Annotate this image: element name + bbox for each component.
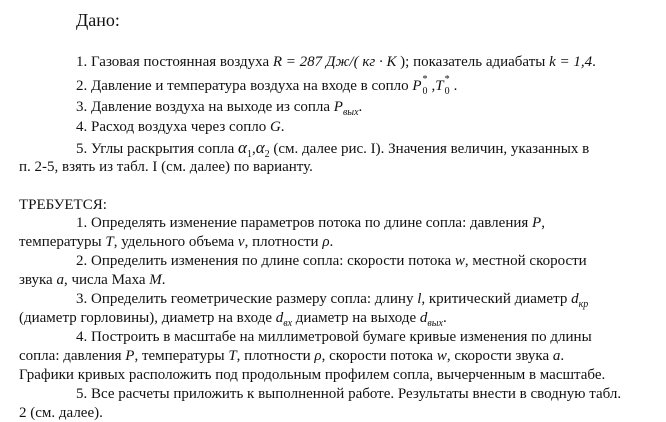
- required-item-3-cont-3: диаметр на выходе: [292, 310, 420, 326]
- inlet-temperature-indices: [444, 74, 454, 97]
- given-item-3-end: .: [358, 99, 363, 115]
- inlet-pressure-sub: 0: [422, 86, 428, 97]
- required-item-1: [76, 214, 545, 232]
- required-item-3-text: 3. Определить геометрические размеру сопла: длину: [76, 291, 418, 307]
- gas-constant-formula: R = 287: [272, 54, 323, 70]
- given-item-4: [76, 118, 285, 136]
- sound-speed-symbol: a: [56, 272, 64, 288]
- required-item-1-cont-2: , удельного объема: [113, 234, 238, 250]
- density-symbol: ρ: [322, 234, 330, 250]
- angle-2-symbol: α: [255, 138, 265, 157]
- given-item-3: [76, 98, 362, 116]
- adiabatic-exponent-formula: k = 1,4: [549, 54, 593, 70]
- required-item-4-line-3: Графики кривых расположить под продольным профилем сопла, вычерченным в масштабе.: [19, 367, 606, 383]
- required-item-4-cont-3: , плотности: [236, 348, 315, 364]
- required-item-4-cont-5: , скорости звука: [446, 348, 553, 364]
- inlet-diameter-sub: вх: [283, 318, 293, 329]
- required-item-1-end: .: [329, 234, 334, 250]
- required-item-1-cont: температуры: [19, 234, 106, 250]
- outlet-pressure-symbol: P: [333, 99, 343, 115]
- critical-diameter-sub: кр: [578, 299, 589, 310]
- inlet-temperature-symbol: T: [435, 78, 444, 94]
- flow-speed-symbol: w: [454, 253, 465, 269]
- angle-1-symbol: α: [238, 138, 247, 157]
- given-item-4-end: .: [280, 119, 285, 135]
- given-item-1-continuation: ); показатель адиабаты: [396, 54, 550, 70]
- plot-flow-speed-symbol: w: [436, 348, 447, 364]
- required-item-2-cont: , местной скорости: [464, 253, 587, 269]
- required-heading: ТРЕБУЕТСЯ:: [19, 197, 107, 213]
- angle-sep: ,: [251, 141, 256, 157]
- required-item-4: 4. Построить в масштабе на миллиметровой бумаге кривые изменения по длины: [76, 329, 592, 345]
- given-item-5: [76, 139, 589, 158]
- required-item-4-cont-2: , температуры: [134, 348, 229, 364]
- given-item-3-text: 3. Давление воздуха на выходе из сопла: [76, 99, 334, 115]
- plot-temperature-symbol: T: [228, 348, 237, 364]
- outlet-diameter-symbol: d: [419, 310, 428, 326]
- plot-pressure-symbol: P: [125, 348, 135, 364]
- pressure-symbol: P: [532, 215, 542, 231]
- required-item-3-cont: , критический диаметр: [421, 291, 572, 307]
- required-item-3-end: .: [442, 310, 447, 326]
- inlet-pressure-sup: *: [422, 74, 428, 85]
- temperature-symbol: T: [105, 234, 114, 250]
- critical-diameter-symbol: d: [571, 291, 579, 307]
- required-item-3: [76, 290, 588, 308]
- inlet-diameter-symbol: d: [275, 310, 284, 326]
- required-item-2: [76, 252, 587, 270]
- given-item-5-continuation: (см. далее рис. I). Значения величин, указанных в: [269, 141, 590, 157]
- required-item-4-cont: сопла: давления: [19, 348, 126, 364]
- unit-open: Дж/(: [322, 54, 363, 70]
- air-flow-symbol: G: [269, 119, 281, 135]
- required-item-4-line-2: [19, 347, 564, 365]
- given-item-5-line-2: п. 2-5, взять из табл. I (см. далее) по варианту.: [19, 159, 313, 175]
- required-item-2-cont-2: звука: [19, 272, 57, 288]
- specific-volume-symbol: v: [237, 234, 245, 250]
- required-item-2-end: .: [161, 272, 166, 288]
- required-item-5-line-2: 2 (см. далее).: [19, 405, 103, 421]
- required-item-2-text: 2. Определить изменения по длине сопла: скорости потока: [76, 253, 455, 269]
- required-item-1-cont-3: , плотности: [244, 234, 323, 250]
- angle-2-sub: 2: [264, 149, 270, 160]
- required-item-3-cont-2: (диаметр горловины), диаметр на входе: [19, 310, 276, 326]
- required-item-2-cont-3: , числа Маха: [63, 272, 150, 288]
- plot-sound-speed-symbol: a: [552, 348, 561, 364]
- mach-symbol: M: [149, 272, 162, 288]
- given-item-1: [76, 53, 596, 71]
- given-heading: Дано:: [76, 10, 120, 30]
- outlet-pressure-sub: вых: [342, 107, 359, 118]
- given-item-4-text: 4. Расход воздуха через сопло: [76, 119, 270, 135]
- required-item-1-comma: ,: [541, 215, 545, 231]
- required-item-5: 5. Все расчеты приложить к выполненной работе. Результаты внести в сводную табл.: [76, 386, 622, 402]
- inlet-temperature-sup: *: [444, 74, 450, 85]
- unit-mid: кг · К: [362, 54, 397, 70]
- inlet-temperature-sub: 0: [444, 86, 450, 97]
- required-item-1-text: 1. Определять изменение параметров потока по длине сопла: давления: [76, 215, 533, 231]
- given-item-2-text: 2. Давление и температура воздуха на входе в сопло: [76, 78, 413, 94]
- length-symbol: l: [417, 291, 422, 307]
- outlet-diameter-sub: вых: [427, 318, 443, 329]
- required-item-4-cont-4: , скорости потока: [321, 348, 437, 364]
- required-item-1-line-2: [19, 233, 333, 251]
- required-item-4-end: .: [560, 348, 565, 364]
- required-item-3-line-2: [19, 309, 447, 327]
- given-item-2-end: .: [453, 78, 458, 94]
- given-item-2: [76, 74, 458, 97]
- inlet-pressure-symbol: P: [412, 78, 422, 94]
- angle-1-sub: 1: [246, 149, 252, 160]
- plot-density-symbol: ρ: [314, 348, 322, 364]
- given-item-1-end: .: [592, 54, 596, 70]
- inlet-pressure-indices: [422, 74, 432, 97]
- given-item-5-text: 5. Углы раскрытия сопла: [76, 141, 238, 157]
- given-item-2-sep: ,: [431, 78, 436, 94]
- required-item-2-line-2: [19, 271, 166, 289]
- given-item-1-text: 1. Газовая постоянная воздуха: [76, 54, 273, 70]
